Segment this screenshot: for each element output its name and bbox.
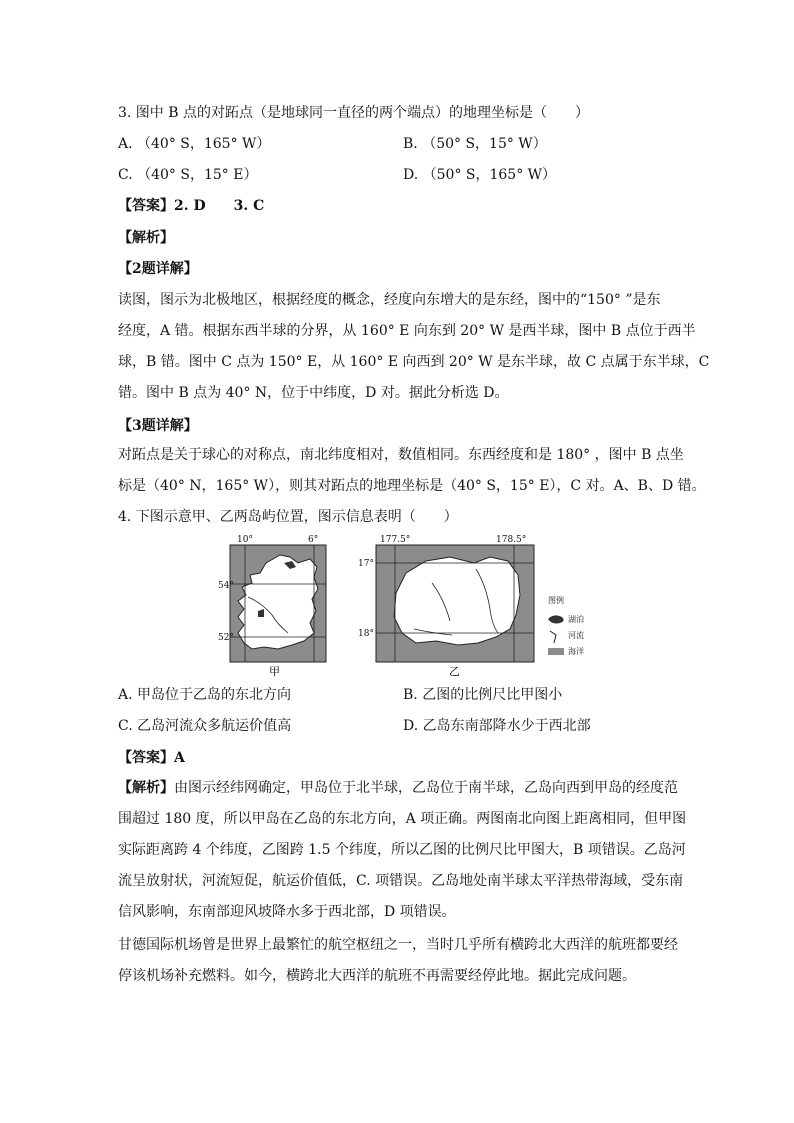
q4-option-a: A. 甲岛位于乙岛的东北方向 [118,687,292,703]
q2-detail-line: 读图，图示为北极地区，根据经度的概念，经度向东增大的是东经，图中的“150° ”是东 [118,292,661,308]
island-yi [394,557,520,645]
tick-label: 18° [358,629,374,639]
q4-analysis [118,773,687,928]
q3-option-d: D. （50° S，165° W） [403,167,557,183]
tick-label: 52° [218,633,234,643]
question-3-stem: 3. 图中 B 点的对跖点（是地球同一直径的两个端点）的地理坐标是（ ） [118,105,589,121]
legend-item-ocean: 海洋 [568,647,584,656]
q2-detail-line: 球，B 错。图中 C 点为 150° E，从 160° E 向西到 20° W 是东半球，故 C 点属于东半球，C [118,354,710,370]
intro-passage [118,930,678,992]
legend-item-river: 河流 [568,631,584,640]
legend-item-lake: 湖泊 [568,615,584,624]
map-b [358,535,534,678]
map-legend [548,595,584,656]
q2-detail-text [118,285,710,409]
tick-label: 178.5° [496,535,527,545]
q3-option-b: B. （50° S，15° W） [403,136,547,152]
q4-analysis-line: 实际距离跨 4 个纬度，乙图跨 1.5 个纬度，所以乙图的比例尺比甲图大，B 项错误。乙岛河 [118,842,686,858]
intro-line: 停该机场补充燃料。如今，横跨北大西洋的航班不再需要经停此地。据此完成问题。 [118,968,636,984]
q3-detail-line: 对跖点是关于球心的对称点，南北纬度相对，数值相同。东西经度和是 180° ，图中 B 点坐 [118,447,684,463]
tick-label: 177.5° [380,535,411,545]
intro-line: 甘德国际机场曾是世界上最繁忙的航空枢纽之一，当时几乎所有横跨北大西洋的航班都要经 [118,937,678,953]
legend-title: 图例 [548,596,564,605]
answer-line-2: 【答案】A [118,750,185,766]
q3-option-c: C. （40° S，15° E） [118,167,258,183]
map-a [218,535,326,678]
q4-analysis-line: 信风影响，东南部迎风坡降水多于西北部，D 项错误。 [118,904,456,920]
analysis-label: 【解析】 [118,780,174,796]
q4-option-d: D. 乙岛东南部降水少于西北部 [403,718,591,734]
q4-analysis-line: 围超过 180 度，所以甲岛在乙岛的东北方向，A 项正确。两图南北向图上距离相同，但甲图 [118,811,687,827]
answer-line-1: 【答案】2. D 3. C [118,198,265,214]
q4-option-b: B. 乙图的比例尺比甲图小 [403,687,563,703]
q3-detail-line: 标是（40° N，165° W），则其对跖点的地理坐标是（40° S，15° E），C 对。A、B、D 错。 [118,478,706,494]
map-b-caption: 乙 [449,665,460,678]
tick-label: 54° [218,581,234,591]
island-maps-figure [218,533,598,681]
q2-detail-line: 错。图中 B 点为 40° N，位于中纬度，D 对。据此分析选 D。 [118,385,509,401]
q4-analysis-line: 流呈放射状，河流短促，航运价值低，C. 项错误。乙岛地处南半球太平洋热带海域，受东南 [118,873,684,889]
q3-detail-text [118,440,706,502]
analysis-heading: 【解析】 [118,230,174,246]
q3-option-a: A. （40° S，165° W） [118,136,271,152]
tick-label: 6° [308,535,319,545]
q2-detail-line: 经度，A 错。根据东西半球的分界，从 160° E 向东到 20° W 是西半球，图中 B 点位于西半 [118,323,696,339]
q2-detail-heading: 【2题详解】 [118,261,198,277]
question-4-stem: 4. 下图示意甲、乙两岛屿位置，图示信息表明（ ） [118,509,458,525]
ocean-legend-icon [548,648,564,655]
river-legend-icon [550,631,556,643]
tick-label: 10° [237,535,253,545]
tick-label: 17° [358,559,374,569]
q3-detail-heading: 【3题详解】 [118,418,198,434]
lake-legend-icon [548,615,564,623]
q4-option-c: C. 乙岛河流众多航运价值高 [118,718,292,734]
q4-analysis-text: 由图示经纬网确定，甲岛位于北半球，乙岛位于南半球，乙岛向西到甲岛的经度范 [174,780,678,796]
map-a-caption: 甲 [269,665,280,678]
q4-analysis-line [118,773,678,804]
